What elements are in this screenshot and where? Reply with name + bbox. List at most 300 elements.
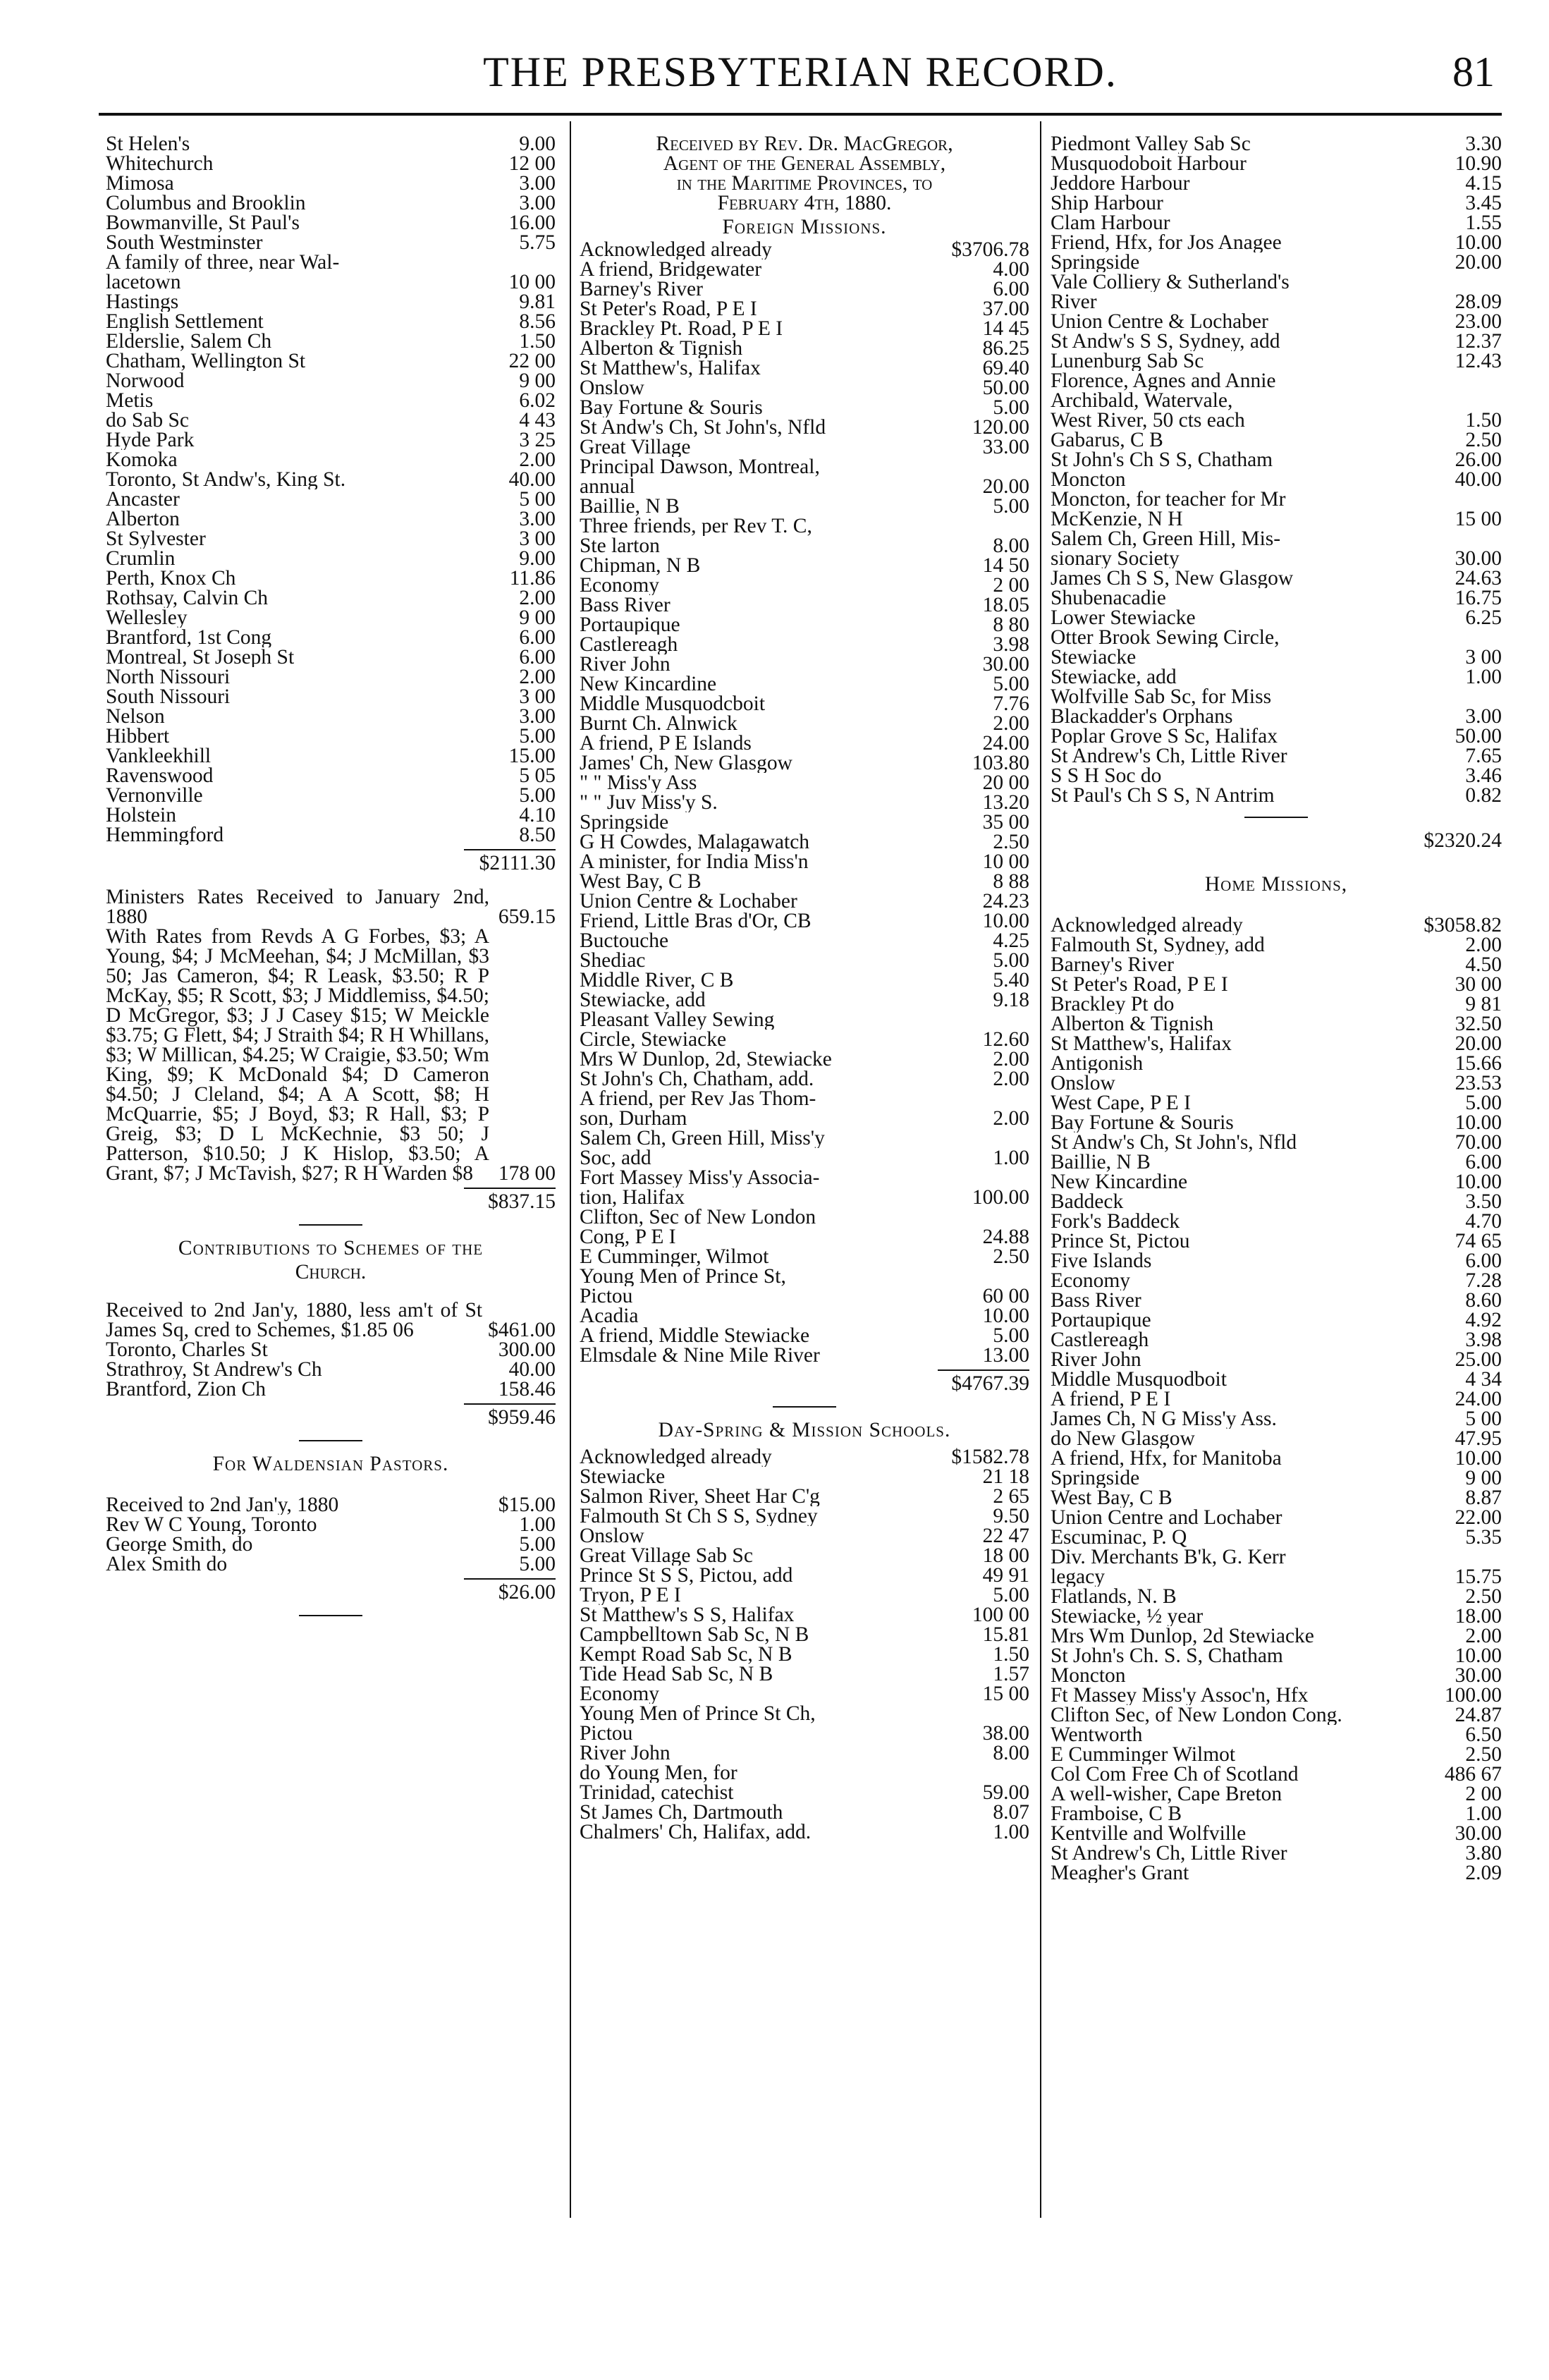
entry-amount: 24.87 <box>1455 1704 1502 1726</box>
entry-amount: 9.18 <box>993 989 1029 1011</box>
entry-label: Brackley Pt do <box>1051 994 1175 1014</box>
ledger-row <box>106 1360 556 1379</box>
entry-amount: 6.25 <box>1465 606 1502 629</box>
entry-label: Trinidad, catechist <box>580 1783 734 1802</box>
entry-amount: 1.55 <box>1465 212 1502 234</box>
entry-label: South Westminster <box>106 233 263 252</box>
entry-amount: 8 88 <box>993 870 1029 893</box>
entry-amount: 9 81 <box>1465 993 1502 1015</box>
entry-amount: 59.00 <box>982 1781 1029 1804</box>
page-title: THE PRESBYTERIAN RECORD. <box>483 49 1118 95</box>
entry-amount: 2.00 <box>993 1048 1029 1070</box>
entry-label: Nelson <box>106 707 165 726</box>
entry-label: James' Ch, New Glasgow <box>580 753 792 773</box>
ledger-row <box>1051 1705 1502 1725</box>
ledger-row <box>1051 1054 1502 1073</box>
entry-label: River John <box>1051 1350 1141 1369</box>
ledger-row <box>106 489 556 509</box>
entry-label: A friend, Bridgewater <box>580 260 762 279</box>
ledger-row <box>106 391 556 410</box>
page-header <box>99 42 1502 113</box>
entry-amount: 5 00 <box>519 488 556 511</box>
entry-amount: 2.09 <box>1465 1862 1502 1884</box>
entry-label: Rev W C Young, Toronto <box>106 1515 317 1534</box>
entry-label: Onslow <box>580 378 644 398</box>
entry-amount: 15 00 <box>1455 508 1502 530</box>
ledger-row <box>106 568 556 588</box>
ledger-row <box>1051 1271 1502 1290</box>
entry-amount: 74 65 <box>1455 1230 1502 1252</box>
entry-label: Received to 2nd Jan'y, 1880 <box>106 1495 339 1515</box>
ledger-row <box>1051 647 1502 667</box>
ledger-row <box>580 1506 1029 1526</box>
entry-amount: 5.00 <box>519 1553 556 1575</box>
ledger-row <box>1051 1369 1502 1389</box>
entry-amount: 8.87 <box>1465 1487 1502 1509</box>
section-heading: Day-Spring & Mission Schools. <box>658 1419 951 1441</box>
entry-amount: $3058.82 <box>1424 914 1502 936</box>
ledger-row <box>1051 994 1502 1014</box>
ledger-row <box>1051 1508 1502 1527</box>
entry-label: Onslow <box>1051 1073 1115 1093</box>
ledger-row <box>1051 371 1502 391</box>
entry-amount: 24.63 <box>1455 567 1502 590</box>
entry-label: Onslow <box>580 1526 644 1546</box>
ledger-row <box>580 1783 1029 1802</box>
ledger-row <box>580 1664 1029 1684</box>
ledger-row <box>1051 1863 1502 1883</box>
ledger-row <box>580 358 1029 378</box>
ledger-row <box>106 746 556 766</box>
entry-amount: 9.50 <box>993 1505 1029 1527</box>
entry-label: son, Durham <box>580 1109 687 1128</box>
ledger-row <box>580 773 1029 793</box>
ledger-row <box>1051 1725 1502 1745</box>
entry-amount: 2.00 <box>1465 1625 1502 1647</box>
entry-amount: 103.80 <box>972 752 1029 774</box>
entry-amount: 33.00 <box>982 436 1029 458</box>
ledger-row <box>1051 1014 1502 1034</box>
entry-amount: 16.00 <box>508 212 556 234</box>
entry-label: Falmouth St Ch S S, Sydney <box>580 1506 818 1526</box>
entry-label: annual <box>580 477 635 496</box>
entry-amount: $461.00 <box>488 1319 556 1341</box>
entry-label: Clifton Sec, of New London Cong. <box>1051 1705 1342 1725</box>
entry-label: Prince St S S, Pictou, add <box>580 1566 793 1585</box>
ledger-row <box>580 1267 1029 1286</box>
entry-label: Great Village Sab Sc <box>580 1546 753 1566</box>
entry-label: Chipman, N B <box>580 556 701 575</box>
ledger-row <box>1051 1192 1502 1212</box>
entry-amount: 24.23 <box>982 890 1029 913</box>
entry-label: Alberton & Tignish <box>580 338 743 358</box>
entry-amount: 4 34 <box>1465 1368 1502 1391</box>
ledger-row <box>1051 1745 1502 1764</box>
ledger-row <box>106 351 556 371</box>
entry-amount: 2.00 <box>519 448 556 471</box>
entry-label: Ft Massey Miss'y Assoc'n, Hfx <box>1051 1685 1309 1705</box>
entry-label: Moncton, for teacher for Mr <box>1051 489 1286 509</box>
entry-amount: 12.60 <box>982 1028 1029 1051</box>
entry-amount: 2.00 <box>993 1107 1029 1130</box>
entry-amount: 6.50 <box>1465 1723 1502 1746</box>
ledger-row <box>580 674 1029 694</box>
ledger-row <box>106 292 556 312</box>
entry-amount: 2.50 <box>1465 1743 1502 1766</box>
entry-amount: 38.00 <box>982 1722 1029 1745</box>
ledger-row <box>1051 1666 1502 1685</box>
entry-amount: 9.00 <box>519 547 556 570</box>
entry-amount: 40.00 <box>1455 468 1502 491</box>
ledger-row <box>1051 1389 1502 1409</box>
entry-label: Portaupique <box>1051 1310 1151 1330</box>
ledger-row <box>1051 1824 1502 1843</box>
entry-label: Springside <box>580 812 669 832</box>
intro-line: February 4th, 1880. <box>717 192 892 214</box>
entry-label: Circle, Stewiacke <box>580 1030 727 1049</box>
ledger-row <box>1051 1330 1502 1350</box>
entry-label: Principal Dawson, Montreal, <box>580 457 820 477</box>
ledger-row <box>1051 1073 1502 1093</box>
ledger-row <box>106 647 556 667</box>
entry-amount: 20.00 <box>1455 251 1502 274</box>
entry-amount: 3.00 <box>519 172 556 195</box>
entry-label: Pictou <box>580 1286 633 1306</box>
entry-amount: 21 18 <box>982 1465 1029 1488</box>
ledger-row <box>106 1495 556 1515</box>
entry-label: A minister, for India Miss'n <box>580 852 809 872</box>
column-total: $4767.39 <box>580 1365 1029 1393</box>
entry-amount: 4.00 <box>993 258 1029 281</box>
entry-amount: 10 00 <box>982 850 1029 873</box>
ledger-row <box>1051 213 1502 233</box>
entry-label: Moncton <box>1051 1666 1126 1685</box>
ledger-row <box>106 1515 556 1534</box>
ledger-row <box>580 714 1029 733</box>
entry-label: Florence, Agnes and Annie <box>1051 371 1276 391</box>
entry-amount: 2 65 <box>993 1485 1029 1508</box>
entry-amount: 9 00 <box>519 606 556 629</box>
section-heading: Foreign Missions. <box>722 216 887 238</box>
ledger-row <box>1051 1488 1502 1508</box>
ledger-row <box>1051 1133 1502 1152</box>
column-3 <box>1051 134 1502 2235</box>
entry-list <box>580 1447 1029 1842</box>
entry-label: lacetown <box>106 272 181 292</box>
ledger-row <box>580 1326 1029 1345</box>
ledger-row <box>1051 489 1502 509</box>
entry-amount: 30.00 <box>1455 547 1502 570</box>
entry-label: Brackley Pt. Road, P E I <box>580 319 783 338</box>
entry-label: Mrs Wm Dunlop, 2d Stewiacke <box>1051 1626 1314 1646</box>
entry-label: Whitechurch <box>106 154 214 173</box>
ledger-row <box>580 1010 1029 1030</box>
entry-label: St Matthew's, Halifax <box>1051 1034 1232 1054</box>
entry-label: St Matthew's S S, Halifax <box>580 1605 795 1625</box>
entry-label: Tide Head Sab Sc, N B <box>580 1664 773 1684</box>
ledger-row <box>1051 1784 1502 1804</box>
ledger-row <box>106 1379 556 1399</box>
ledger-row <box>106 628 556 647</box>
entry-amount: 3.98 <box>1465 1329 1502 1351</box>
entry-label: Baddeck <box>1051 1192 1124 1212</box>
entry-label: Pictou <box>580 1723 633 1743</box>
entry-amount: 70.00 <box>1455 1131 1502 1154</box>
entry-label: Ship Harbour <box>1051 193 1163 213</box>
ledger-row <box>1051 1843 1502 1863</box>
ledger-row <box>1051 1468 1502 1488</box>
entry-list <box>106 1340 556 1399</box>
entry-amount: 5.00 <box>519 784 556 807</box>
entry-label: do New Glasgow <box>1051 1429 1195 1448</box>
entry-amount: 6.00 <box>519 626 556 649</box>
ledger-row <box>580 1069 1029 1089</box>
ledger-row <box>1051 252 1502 272</box>
entry-label: A friend, P E Islands <box>580 733 752 753</box>
ledger-row <box>1051 588 1502 608</box>
entry-label: Bay Fortune & Souris <box>580 398 763 417</box>
entry-amount: 20.00 <box>1455 1032 1502 1055</box>
entry-label: Vernonville <box>106 786 203 805</box>
entry-amount: 5 05 <box>519 764 556 787</box>
entry-label: Alberton & Tignish <box>1051 1014 1214 1034</box>
entry-label: Brantford, Zion Ch <box>106 1379 266 1399</box>
entry-amount: 1.50 <box>993 1643 1029 1666</box>
entry-amount: 18.05 <box>982 594 1029 616</box>
ledger-row <box>580 437 1029 457</box>
entry-label: Clam Harbour <box>1051 213 1170 233</box>
entry-amount: $3706.78 <box>951 238 1029 261</box>
ledger-row <box>1051 430 1502 450</box>
entry-label: St Sylvester <box>106 529 206 549</box>
entry-label: Musquodoboit Harbour <box>1051 154 1247 173</box>
entry-label: Div. Merchants B'k, G. Kerr <box>1051 1547 1286 1567</box>
entry-label: Economy <box>1051 1271 1131 1290</box>
ledger-row <box>106 687 556 707</box>
entry-amount: 9.00 <box>519 133 556 155</box>
entry-label: do Sab Sc <box>106 410 189 430</box>
entry-amount: 3 00 <box>519 685 556 708</box>
entry-amount: 16.75 <box>1455 587 1502 609</box>
entry-label: Acknowledged already <box>580 240 772 260</box>
entry-label: New Kincardine <box>1051 1172 1188 1192</box>
entry-amount: 178 00 <box>498 1162 556 1185</box>
ledger-row <box>1051 529 1502 549</box>
entry-label: A well-wisher, Cape Breton <box>1051 1784 1282 1804</box>
entry-amount: 40.00 <box>508 1358 556 1381</box>
entry-label: Great Village <box>580 437 691 457</box>
entry-amount: 659.15 <box>498 905 556 928</box>
entry-amount: 1.00 <box>1465 1802 1502 1825</box>
ledger-row <box>580 694 1029 714</box>
entry-label: Friend, Little Bras d'Or, CB <box>580 911 812 931</box>
ledger-row <box>580 1207 1029 1227</box>
entry-label: St Matthew's, Halifax <box>580 358 761 378</box>
entry-label: A friend, per Rev Jas Thom- <box>580 1089 816 1109</box>
entry-label: Blackadder's Orphans <box>1051 707 1233 726</box>
entry-label: Crumlin <box>106 549 176 568</box>
ledger-row <box>106 193 556 213</box>
entry-label: Wolfville Sab Sc, for Miss <box>1051 687 1272 707</box>
entry-amount: 22 00 <box>508 350 556 372</box>
entry-label: A friend, Middle Stewiacke <box>580 1326 810 1345</box>
ledger-row <box>1051 292 1502 312</box>
entry-label: Ste larton <box>580 536 660 556</box>
section-divider <box>299 1615 362 1616</box>
ledger-row <box>1051 628 1502 647</box>
entry-amount: 100 00 <box>972 1604 1029 1626</box>
ledger-row <box>1051 272 1502 292</box>
entry-label: Friend, Hfx, for Jos Anagee <box>1051 233 1282 252</box>
ledger-row <box>1051 1626 1502 1646</box>
received-entry <box>106 1300 556 1340</box>
ledger-row <box>580 990 1029 1010</box>
entry-amount: 11.86 <box>509 567 556 590</box>
entry-amount: 20.00 <box>982 475 1029 498</box>
entry-label: G H Cowdes, Malagawatch <box>580 832 810 852</box>
ledger-row <box>580 1227 1029 1247</box>
ledger-row <box>580 1148 1029 1168</box>
entry-amount: 2 00 <box>1465 1783 1502 1805</box>
entry-amount: 3.00 <box>519 508 556 530</box>
entry-label: St Andrew's Ch, Little River <box>1051 746 1287 766</box>
entry-label: West Bay, C B <box>1051 1488 1173 1508</box>
ledger-row <box>106 371 556 391</box>
entry-label: George Smith, do <box>106 1534 253 1554</box>
entry-amount: 8.50 <box>519 824 556 846</box>
entry-amount: $15.00 <box>498 1494 556 1516</box>
entry-label: West Cape, P E I <box>1051 1093 1191 1113</box>
entry-amount: 7.65 <box>1465 745 1502 767</box>
entry-label: Acknowledged already <box>1051 915 1243 935</box>
ledger-row <box>580 279 1029 299</box>
entry-amount: 3 25 <box>519 429 556 451</box>
entry-amount: 6.02 <box>519 389 556 412</box>
ledger-row <box>580 654 1029 674</box>
ledger-row <box>580 970 1029 990</box>
ledger-row <box>580 1447 1029 1467</box>
ledger-row <box>1051 746 1502 766</box>
entry-label: Vankleekhill <box>106 746 212 766</box>
entry-label: River John <box>580 1743 671 1763</box>
entry-label: Barney's River <box>1051 955 1174 975</box>
section-divider <box>1244 817 1308 818</box>
ledger-row <box>1051 667 1502 687</box>
entry-label: Alberton <box>106 509 180 529</box>
entry-amount: 2.00 <box>1465 934 1502 956</box>
header-rule <box>99 113 1502 116</box>
ledger-row <box>106 608 556 628</box>
ledger-row <box>580 1286 1029 1306</box>
column-2 <box>580 134 1029 2235</box>
entry-amount: 10.00 <box>1455 231 1502 254</box>
ledger-row <box>1051 173 1502 193</box>
column-total: $2111.30 <box>106 845 556 873</box>
ledger-row <box>1051 1547 1502 1567</box>
entry-label: McKenzie, N H <box>1051 509 1183 529</box>
entry-amount: 8.00 <box>993 1742 1029 1764</box>
ledger-row <box>580 240 1029 260</box>
entry-label: E Cumminger, Wilmot <box>580 1247 769 1267</box>
entry-amount: 20 00 <box>982 771 1029 794</box>
entry-label: Castlereagh <box>580 635 678 654</box>
entry-label: St John's Ch. S. S, Chatham <box>1051 1646 1283 1666</box>
entry-label: Buctouche <box>580 931 669 951</box>
intro-line: in the Maritime Provinces, to <box>676 172 933 195</box>
entry-amount: 49 91 <box>982 1564 1029 1587</box>
ledger-row <box>1051 1646 1502 1666</box>
ministers-rates-entry <box>106 887 556 927</box>
ledger-row <box>106 549 556 568</box>
entry-label: Falmouth St, Sydney, add <box>1051 935 1265 955</box>
ledger-row <box>580 1723 1029 1743</box>
entry-amount: 2.00 <box>519 666 556 688</box>
ledger-row <box>580 852 1029 872</box>
ledger-row <box>580 1802 1029 1822</box>
section-divider <box>299 1440 362 1441</box>
entry-amount: 15.00 <box>508 745 556 767</box>
ledger-row <box>1051 1527 1502 1547</box>
entry-amount: 6.00 <box>993 278 1029 300</box>
entry-amount: 7.76 <box>993 692 1029 715</box>
ledger-row <box>1051 1350 1502 1369</box>
ledger-row <box>106 766 556 786</box>
entry-label: Hibbert <box>106 726 170 746</box>
entry-label: St Andw's Ch, St John's, Nfld <box>580 417 826 437</box>
ledger-row <box>580 595 1029 615</box>
ledger-row <box>1051 1310 1502 1330</box>
ledger-row <box>1051 1231 1502 1251</box>
ledger-row <box>580 951 1029 970</box>
entry-label: Barney's River <box>580 279 703 299</box>
ledger-row <box>106 707 556 726</box>
entry-label: Ancaster <box>106 489 180 509</box>
entry-amount: 120.00 <box>972 416 1029 439</box>
entry-label: Meagher's Grant <box>1051 1863 1189 1883</box>
entry-label: S S H Soc do <box>1051 766 1162 786</box>
entry-label: Strathroy, St Andrew's Ch <box>106 1360 322 1379</box>
entry-label: Springside <box>1051 252 1140 272</box>
ledger-row <box>1051 1172 1502 1192</box>
ledger-row <box>1051 1290 1502 1310</box>
ledger-row <box>580 832 1029 852</box>
ledger-row <box>580 260 1029 279</box>
entry-amount: 1.50 <box>519 330 556 353</box>
entry-label: Pleasant Valley Sewing <box>580 1010 775 1030</box>
ledger-row <box>1051 154 1502 173</box>
entry-label: St Andw's Ch, St John's, Nfld <box>1051 1133 1297 1152</box>
entry-label: Toronto, Charles St <box>106 1340 268 1360</box>
column-1 <box>106 134 556 2235</box>
entry-amount: 5.00 <box>993 396 1029 419</box>
entry-amount: 4 43 <box>519 409 556 432</box>
ledger-row <box>580 417 1029 437</box>
entry-label: West River, 50 cts each <box>1051 410 1245 430</box>
entry-amount: 18 00 <box>982 1544 1029 1567</box>
entry-amount: 4.92 <box>1465 1309 1502 1331</box>
ledger-row <box>106 154 556 173</box>
ledger-row <box>580 1188 1029 1207</box>
column-total: $959.46 <box>106 1399 556 1427</box>
ledger-row <box>580 1109 1029 1128</box>
entry-label: Poplar Grove S Sc, Halifax <box>1051 726 1278 746</box>
entry-label: Toronto, St Andw's, King St. <box>106 470 346 489</box>
entry-label: St James Ch, Dartmouth <box>580 1802 783 1822</box>
ledger-row <box>1051 1251 1502 1271</box>
entry-label: St Paul's Ch S S, N Antrim <box>1051 786 1275 805</box>
entry-amount: 30 00 <box>1455 973 1502 996</box>
entry-amount: 2.50 <box>1465 429 1502 451</box>
